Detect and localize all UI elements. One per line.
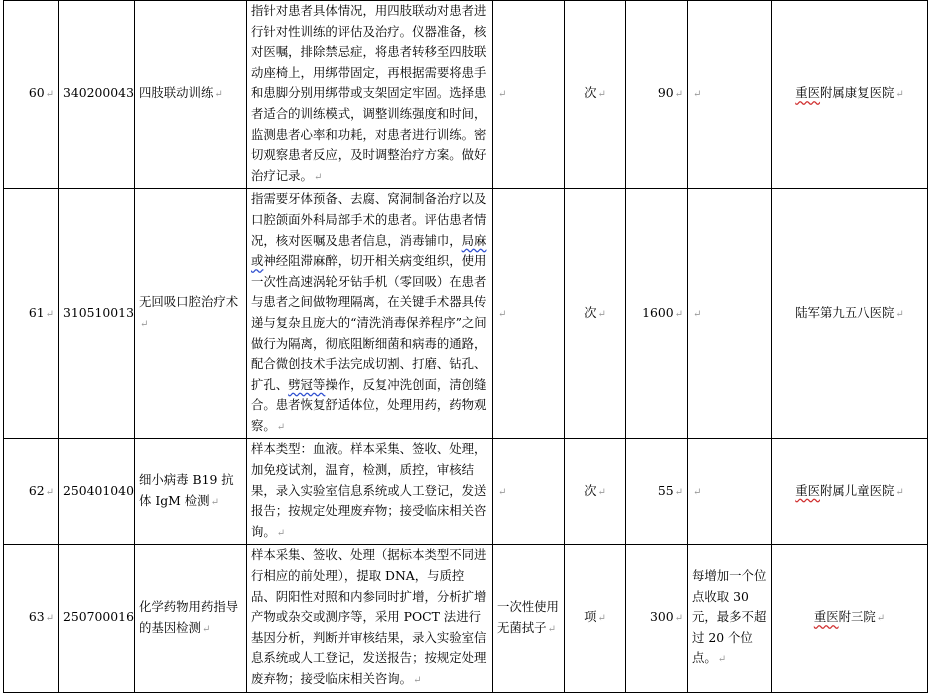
- price-cell: 90↵: [626, 1, 688, 189]
- note-cell: 每增加一个位点收取 30 元，最多不超过 20 个位点。↵: [688, 545, 772, 692]
- table-row: [4, 545, 928, 692]
- hospital-cell: 重医附属儿童医院↵: [772, 439, 928, 545]
- excluded-items-cell: 一次性使用无菌拭子↵: [493, 545, 565, 692]
- item-name-cell: 细小病毒 B19 抗体 IgM 检测↵: [135, 439, 247, 545]
- item-code-cell: 340200043: [59, 1, 135, 189]
- row-number-cell: 63↵: [4, 545, 59, 692]
- price-cell: 300↵: [626, 545, 688, 692]
- item-code-cell: 310510013: [59, 189, 135, 439]
- price-cell: 1600↵: [626, 189, 688, 439]
- table-row: [4, 439, 928, 545]
- item-description-cell: 指需要牙体预备、去腐、窝洞制备治疗以及口腔颌面外科局部手术的患者。评估患者情况，核对医嘱及患者信息，消毒铺巾，局麻或神经阻滞麻醉，切开相关病变组织，使用一次性高速涡轮牙钻手机（零回吸）在患者与患者之间做物理隔离，在关键手术器具传递与复杂且庞大的“清洗消毒保养程序”之间做行为隔离，彻底阻断细菌和病毒的通路，配合微创技术手法完成切割、打磨、钻孔、扩孔、劈冠等操作，反复冲洗创面，清创缝合。患者恢复舒适体位，处理用药，药物观察。↵: [247, 189, 493, 439]
- note-cell: ↵: [688, 189, 772, 439]
- item-name-cell: 化学药物用药指导的基因检测↵: [135, 545, 247, 692]
- item-description-cell: 样本类型：血液。样本采集、签收、处理，加免疫试剂，温育，检测，质控，审核结果，录入实验室信息系统或人工登记，发送报告；按规定处理废弃物；接受临床相关咨询。↵: [247, 439, 493, 545]
- unit-cell: 项↵: [565, 545, 626, 692]
- excluded-items-cell: ↵: [493, 1, 565, 189]
- table-row: [4, 1, 928, 189]
- excluded-items-cell: ↵: [493, 189, 565, 439]
- note-cell: ↵: [688, 1, 772, 189]
- unit-cell: 次↵: [565, 189, 626, 439]
- unit-cell: 次↵: [565, 439, 626, 545]
- item-code-cell: 250700016: [59, 545, 135, 692]
- row-number-cell: 62↵: [4, 439, 59, 545]
- item-description-cell: 指针对患者具体情况，用四肢联动对患者进行针对性训练的评估及治疗。仪器准备，核对医嘱，排除禁忌症，将患者转移至四肢联动座椅上，用绑带固定，再根据需要将患手和患脚分别用绑带或支架固定牢固。选择患者适合的训练模式，调整训练强度和时间，监测患者心率和功耗，对患者进行训练。密切观察患者反应，及时调整治疗方案。做好治疗记录。↵: [247, 1, 493, 189]
- item-name-cell: 四肢联动训练↵: [135, 1, 247, 189]
- hospital-cell: 重医附属康复医院↵: [772, 1, 928, 189]
- excluded-items-cell: ↵: [493, 439, 565, 545]
- hospital-cell: 陆军第九五八医院↵: [772, 189, 928, 439]
- price-table: [3, 0, 928, 693]
- item-code-cell: 250401040: [59, 439, 135, 545]
- price-cell: 55↵: [626, 439, 688, 545]
- item-name-cell: 无回吸口腔治疗术↵: [135, 189, 247, 439]
- hospital-cell: 重医附三院↵: [772, 545, 928, 692]
- row-number-cell: 60↵: [4, 1, 59, 189]
- unit-cell: 次↵: [565, 1, 626, 189]
- table-row: [4, 189, 928, 439]
- row-number-cell: 61↵: [4, 189, 59, 439]
- note-cell: ↵: [688, 439, 772, 545]
- item-description-cell: 样本采集、签收、处理（据标本类型不同进行相应的前处理），提取 DNA，与质控品、阴阳性对照和内参同时扩增，分析扩增产物或杂交或测序等，采用 POCT 法进行基因分析，判断并审核结果，录入实验室信息系统或人工登记，发送报告；按规定处理废弃物；接受临床相关咨询。↵: [247, 545, 493, 692]
